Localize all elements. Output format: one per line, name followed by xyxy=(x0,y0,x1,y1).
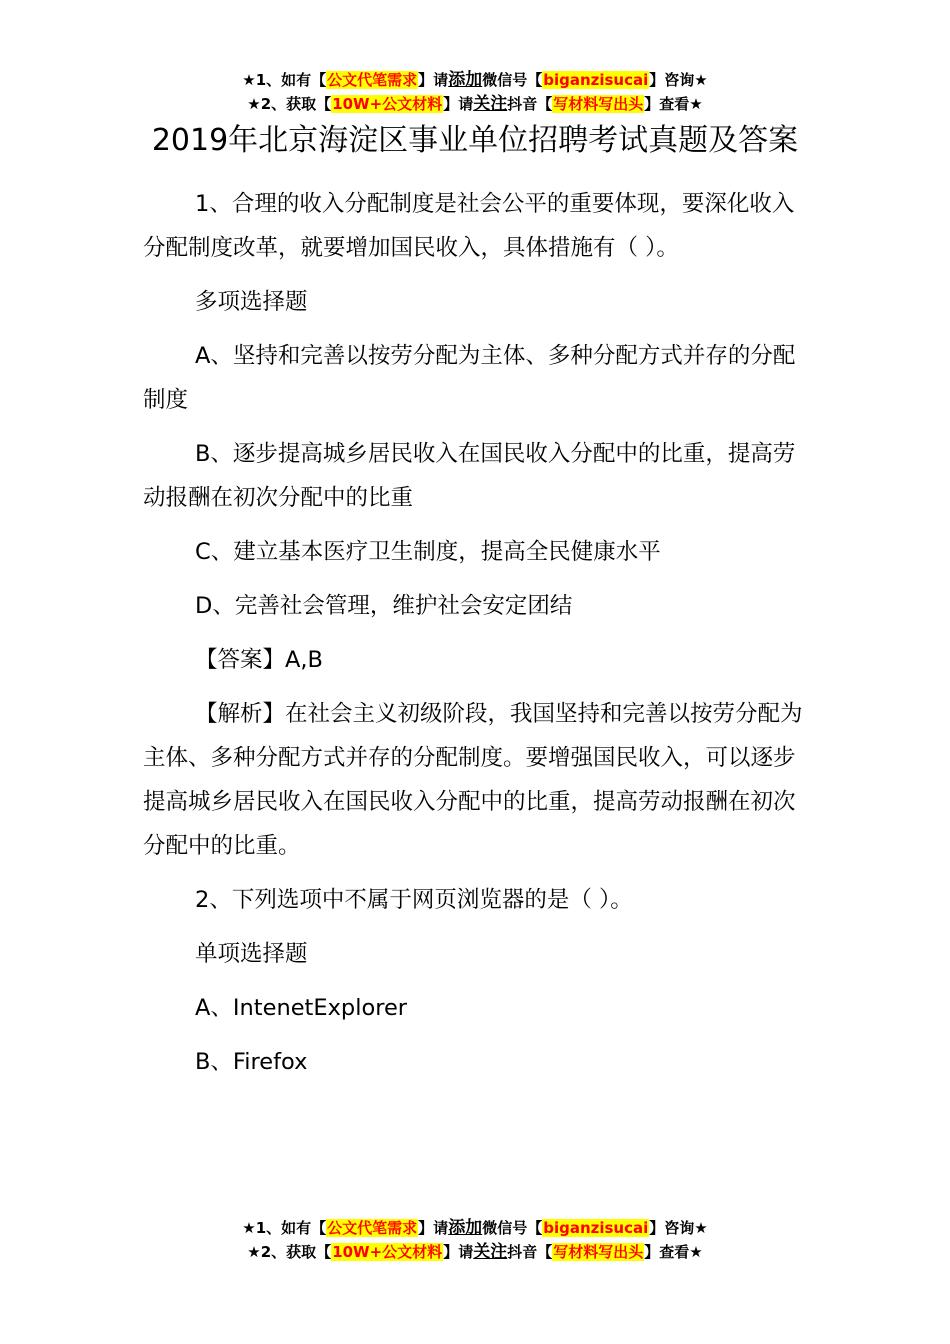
banner-highlight: 10W+公文材料 xyxy=(332,95,443,113)
question-2-option-a: A、IntenetExplorer xyxy=(195,995,408,1021)
banner-highlight: 写材料写出头 xyxy=(553,1243,644,1261)
document-body xyxy=(143,118,807,1094)
banner-underline: 关注 xyxy=(473,1242,508,1262)
banner-text: 抖音【 xyxy=(507,1243,553,1261)
banner-text: 】请 xyxy=(443,95,474,113)
question-2-stem: 2、下列选项中不属于网页浏览器的是（ ）。 xyxy=(195,887,633,913)
footer-banner xyxy=(0,1216,950,1264)
banner-text: 】请 xyxy=(443,1243,474,1261)
question-1-analysis: 【解析】在社会主义初级阶段，我国坚持和完善以按劳分配为主体、多种分配方式并存的分配制度。要增强国民收入，可以逐步提高城乡居民收入在国民收入分配中的比重，提高劳动报酬在初次分配中的比重。 xyxy=(143,701,803,859)
banner-text: 】请 xyxy=(418,1219,449,1237)
question-1-option-c: C、建立基本医疗卫生制度，提高全民健康水平 xyxy=(195,539,661,565)
banner-highlight: biganzisucai xyxy=(543,71,649,89)
banner-underline: 添加 xyxy=(448,1218,483,1238)
banner-text: 】查看★ xyxy=(644,95,703,113)
banner-text: 抖音【 xyxy=(507,95,553,113)
question-1-option-b: B、逐步提高城乡居民收入在国民收入分配中的比重，提高劳动报酬在初次分配中的比重 xyxy=(143,441,796,511)
question-1-type: 多项选择题 xyxy=(195,289,308,315)
banner-text: 】咨询★ xyxy=(649,71,708,89)
question-2-type: 单项选择题 xyxy=(195,941,308,967)
banner-highlight: 10W+公文材料 xyxy=(332,1243,443,1261)
banner-highlight: biganzisucai xyxy=(543,1219,649,1237)
banner-text: 】查看★ xyxy=(644,1243,703,1261)
question-2-option-b: B、Firefox xyxy=(195,1049,308,1075)
question-1-option-a: A、坚持和完善以按劳分配为主体、多种分配方式并存的分配制度 xyxy=(143,343,796,413)
banner-line-1 xyxy=(0,68,950,92)
banner-text: 】请 xyxy=(418,71,449,89)
banner-text: ★2、获取【 xyxy=(247,95,332,113)
question-1-answer: 【答案】A,B xyxy=(195,647,323,673)
question-1-stem: 1、合理的收入分配制度是社会公平的重要体现，要深化收入分配制度改革，就要增加国民收入，具体措施有（ ）。 xyxy=(143,191,795,261)
question-1-option-d: D、完善社会管理，维护社会安定团结 xyxy=(195,593,573,619)
banner-line-2 xyxy=(0,1240,950,1264)
banner-underline: 添加 xyxy=(448,70,483,90)
banner-text: ★2、获取【 xyxy=(247,1243,332,1261)
banner-line-2 xyxy=(0,92,950,116)
header-banner xyxy=(0,68,950,116)
banner-line-1 xyxy=(0,1216,950,1240)
banner-text: ★1、如有【 xyxy=(242,1219,327,1237)
banner-text: 微信号【 xyxy=(482,71,543,89)
banner-highlight: 写材料写出头 xyxy=(553,95,644,113)
banner-highlight: 公文代笔需求 xyxy=(327,1219,418,1237)
banner-text: ★1、如有【 xyxy=(242,71,327,89)
banner-highlight: 公文代笔需求 xyxy=(327,71,418,89)
page-title: 2019年北京海淀区事业单位招聘考试真题及答案 xyxy=(151,123,799,158)
banner-text: 】咨询★ xyxy=(649,1219,708,1237)
banner-underline: 关注 xyxy=(473,94,508,114)
banner-text: 微信号【 xyxy=(482,1219,543,1237)
